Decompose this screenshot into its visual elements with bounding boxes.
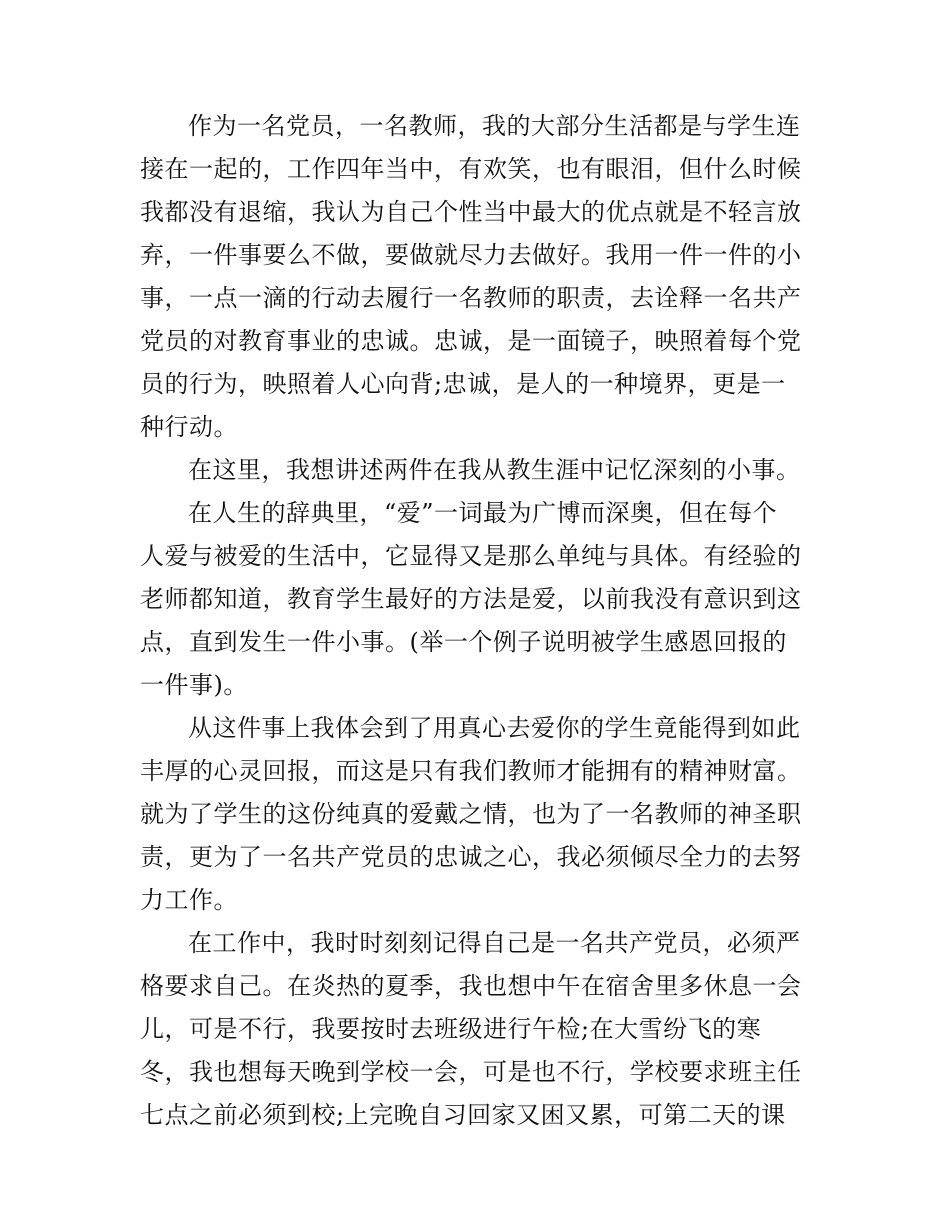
text-line: 在这里，我想讲述两件在我从教生涯中记忆深刻的小事。 <box>188 456 801 484</box>
text-line: 员的行为，映照着人心向背;忠诚，是人的一种境界，更是一 <box>140 370 786 398</box>
paragraph-4 <box>140 707 812 922</box>
text-line: 一件事)。 <box>140 671 248 699</box>
text-line: 点，直到发生一件小事。(举一个例子说明被学生感恩回报的 <box>140 628 787 656</box>
text-line: 我都没有退缩，我认为自己个性当中最大的优点就是不轻言放 <box>140 198 802 226</box>
text-line: 格要求自己。在炎热的夏季，我也想中午在宿舍里多休息一会 <box>140 972 802 1000</box>
document-body <box>140 105 812 1137</box>
text-line: 种行动。 <box>140 413 238 441</box>
text-line: 人爱与被爱的生活中，它显得又是那么单纯与具体。有经验的 <box>140 542 802 570</box>
text-line: 党员的对教育事业的忠诚。忠诚，是一面镜子，映照着每个党 <box>140 327 802 355</box>
text-line: 丰厚的心灵回报，而这是只有我们教师才能拥有的精神财富。 <box>140 757 802 785</box>
text-line: 作为一名党员，一名教师，我的大部分生活都是与学生连 <box>188 112 801 140</box>
paragraph-3 <box>140 492 812 707</box>
text-line: 在人生的辞典里，“爱”一词最为广博而深奥，但在每个 <box>188 499 778 527</box>
text-line: 接在一起的，工作四年当中，有欢笑，也有眼泪，但什么时候 <box>140 155 802 183</box>
text-line: 从这件事上我体会到了用真心去爱你的学生竟能得到如此 <box>188 714 801 742</box>
text-line: 就为了学生的这份纯真的爱戴之情，也为了一名教师的神圣职 <box>140 800 802 828</box>
text-line: 冬，我也想每天晚到学校一会，可是也不行，学校要求班主任 <box>140 1058 802 1086</box>
text-line: 老师都知道，教育学生最好的方法是爱，以前我没有意识到这 <box>140 585 802 613</box>
text-line: 儿，可是不行，我要按时去班级进行午检;在大雪纷飞的寒 <box>140 1015 762 1043</box>
paragraph-1 <box>140 105 812 449</box>
paragraph-2 <box>140 449 812 492</box>
text-line: 责，更为了一名共产党员的忠诚之心，我必须倾尽全力的去努 <box>140 843 802 871</box>
text-line: 七点之前必须到校;上完晚自习回家又困又累，可第二天的课 <box>140 1101 786 1129</box>
text-line: 弃，一件事要么不做，要做就尽力去做好。我用一件一件的小 <box>140 241 802 269</box>
text-line: 在工作中，我时时刻刻记得自己是一名共产党员，必须严 <box>188 929 801 957</box>
text-line: 力工作。 <box>140 886 238 914</box>
paragraph-5 <box>140 922 812 1137</box>
text-line: 事，一点一滴的行动去履行一名教师的职责，去诠释一名共产 <box>140 284 802 312</box>
